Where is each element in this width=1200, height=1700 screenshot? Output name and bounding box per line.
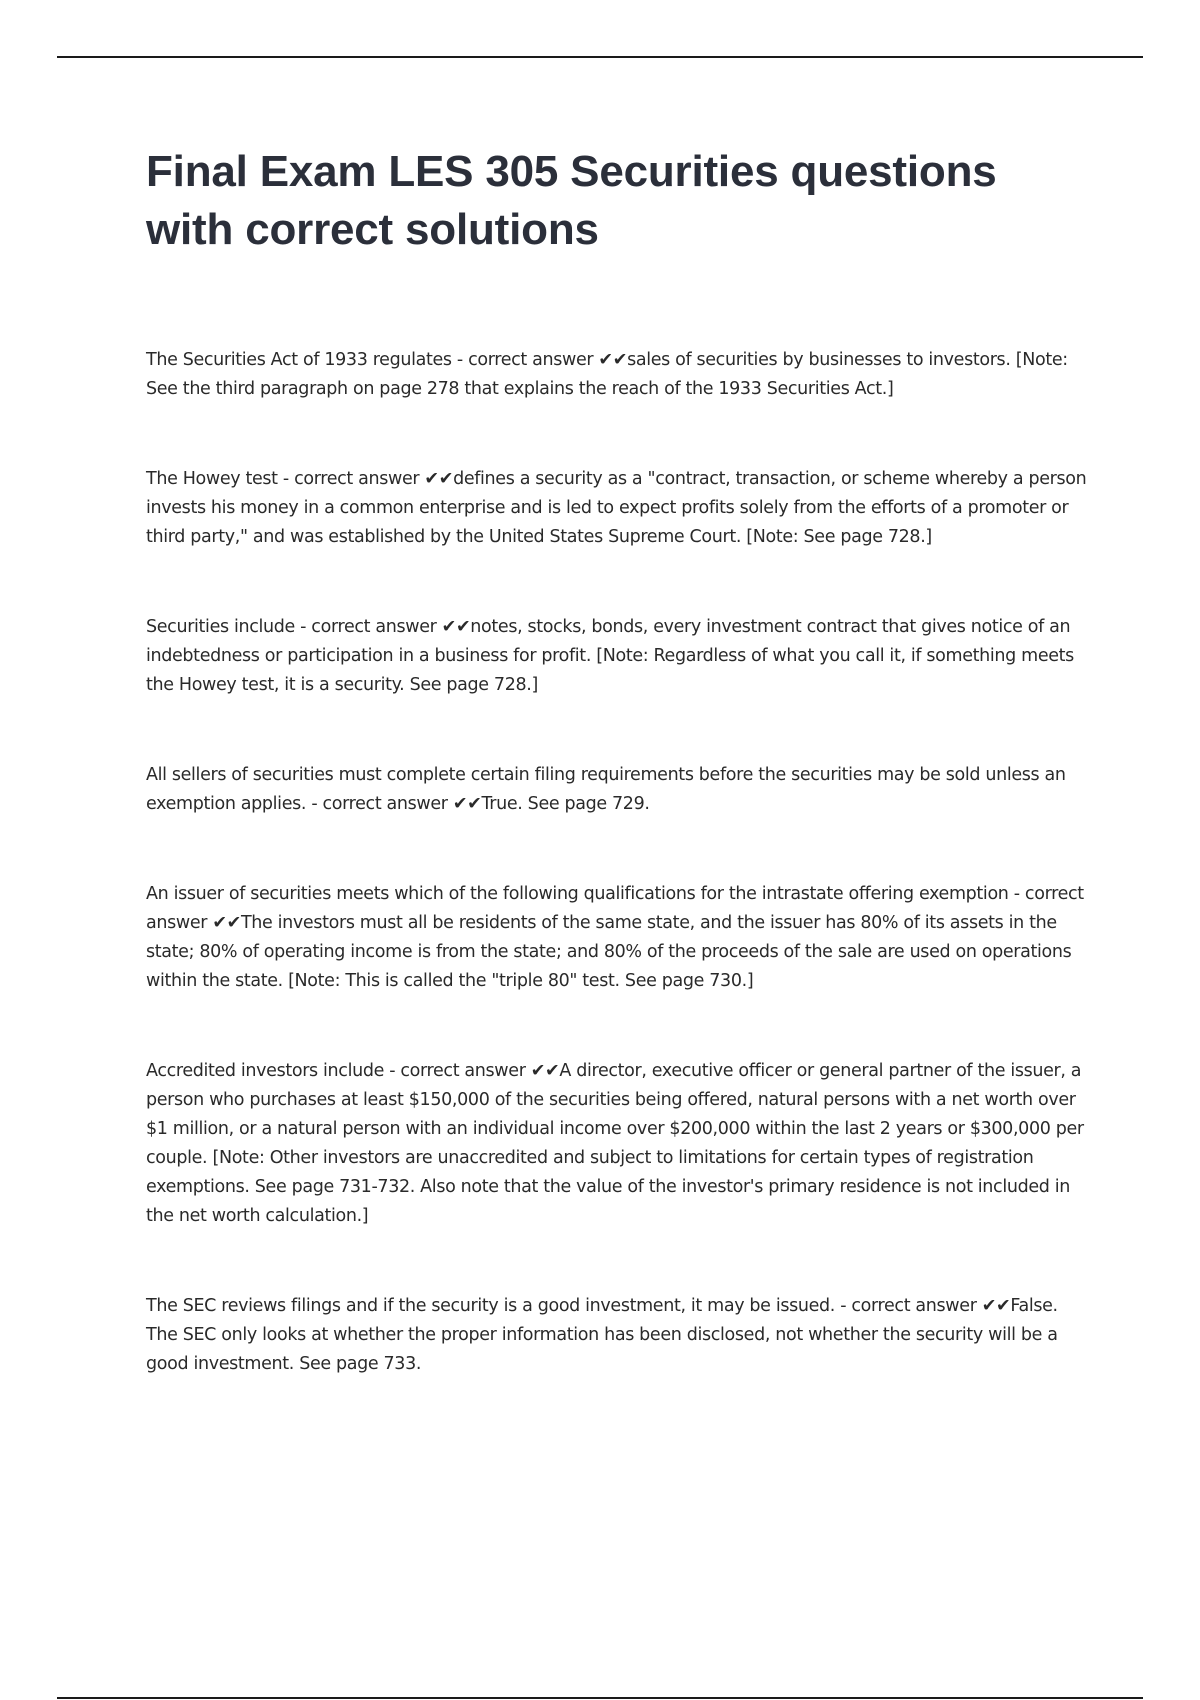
qa-correct-answer-label: - correct answer ✔✔ — [277, 469, 454, 489]
qa-correct-answer-label: - correct answer ✔✔ — [451, 350, 628, 370]
qa-correct-answer-label: - correct answer ✔✔ — [384, 1061, 560, 1081]
qa-correct-answer-label: - correct answer ✔✔ — [835, 1296, 1011, 1316]
qa-question: The Securities Act of 1933 regulates — [146, 350, 452, 370]
qa-item — [146, 465, 1091, 552]
qa-correct-answer-label: - correct answer ✔✔ — [294, 617, 471, 637]
document-title: Final Exam LES 305 Securities questions with correct solutions — [146, 147, 997, 254]
qa-item — [146, 346, 1091, 404]
qa-question: All sellers of securities must complete certain filing requirements before the securities may be sold unless an exemption applies. — [146, 765, 1066, 814]
qa-question: The Howey test — [146, 469, 278, 489]
qa-question: Securities include — [146, 617, 295, 637]
qa-question: The SEC reviews filings and if the security is a good investment, it may be issued. — [146, 1296, 835, 1316]
qa-answer: notes, stocks, bonds, every investment contract that gives notice of an indebtedness or participation in a business for profit. [Note: Regardless of what you call it, if something meets the Howey test, it is a security. See page 728.] — [146, 617, 1074, 695]
qa-question: An issuer of securities meets which of the following qualifications for the intrastate offering exemption — [146, 884, 1009, 904]
qa-item — [146, 880, 1091, 996]
qa-list — [146, 346, 1091, 1379]
qa-answer: defines a security as a "contract, transaction, or scheme whereby a person invests his money in a common enterprise and is led to expect profits solely from the efforts of a promoter or third party," and was established by the United States Supreme Court. [Note: See page 728.] — [146, 469, 1087, 547]
qa-correct-answer-label: - correct answer ✔✔ — [146, 884, 1084, 933]
qa-answer: True. See page 729. — [481, 794, 650, 814]
qa-answer: sales of securities by businesses to investors. [Note: See the third paragraph on page 278 that explains the reach of the 1933 Securities Act.] — [146, 350, 1068, 399]
qa-answer: The investors must all be residents of the same state, and the issuer has 80% of its assets in the state; 80% of operating income is from the state; and 80% of the proceeds of the sale are used on operations within the state. [Note: This is called the "triple 80" test. See page 730.] — [146, 913, 1072, 991]
qa-answer: A director, executive officer or general partner of the issuer, a person who purchases at least $150,000 of the securities being offered, natural persons with a net worth over $1 million, or a natural person with an individual income over $200,000 within the last 2 years or $300,000 per couple. [Note: Other investors are unaccredited and subject to limitations for certain types of registration exemptions. See page 731-732. Also note that the value of the investor's primary residence is not included in the net worth calculation.] — [146, 1061, 1084, 1226]
qa-answer: False. The SEC only looks at whether the proper information has been disclosed, not whether the security will be a good investment. See page 733. — [146, 1296, 1058, 1374]
qa-item — [146, 1057, 1091, 1231]
bottom-divider — [57, 1697, 1143, 1699]
qa-item — [146, 761, 1091, 819]
qa-question: Accredited investors include — [146, 1061, 384, 1081]
qa-item — [146, 1292, 1091, 1379]
qa-item — [146, 613, 1091, 700]
top-divider — [57, 56, 1143, 58]
qa-correct-answer-label: - correct answer ✔✔ — [306, 794, 482, 814]
